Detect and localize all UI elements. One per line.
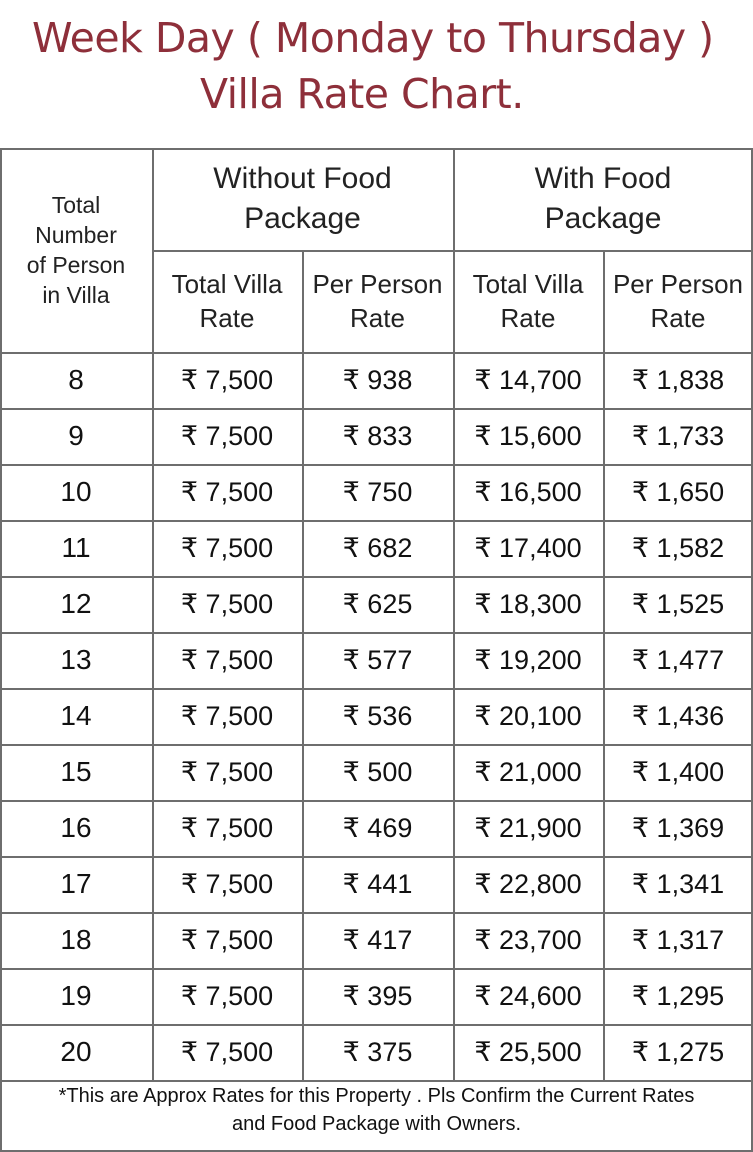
cell-with-food-total: ₹ 22,800: [474, 868, 582, 899]
cell-with-food-total: ₹ 23,700: [474, 924, 582, 955]
cell-without-food-per-person: ₹ 441: [342, 868, 413, 899]
cell-without-food-total: ₹ 7,500: [180, 1036, 274, 1067]
grid-line-horizontal: [0, 352, 753, 354]
header-persons-line: of Person: [26, 252, 126, 278]
cell-with-food-per-person: ₹ 1,295: [631, 980, 725, 1011]
grid-line-vertical: [302, 250, 304, 1080]
cell-with-food-per-person: ₹ 1,341: [631, 868, 725, 899]
header-with-food-line: Package: [544, 202, 662, 235]
cell-with-food-per-person: ₹ 1,582: [631, 532, 725, 563]
header-w-per-person-rate: [603, 250, 753, 352]
cell-with-food-per-person: ₹ 1,838: [631, 364, 725, 395]
header-with-food: [453, 148, 753, 250]
cell-without-food-per-person: ₹ 938: [342, 364, 413, 395]
cell-persons: 14: [60, 700, 92, 731]
grid-line-horizontal: [0, 688, 753, 690]
cell-with-food-per-person: ₹ 1,400: [631, 756, 725, 787]
cell-with-food-per-person: ₹ 1,369: [631, 812, 725, 843]
cell-without-food-per-person: ₹ 577: [342, 644, 413, 675]
cell-persons: 18: [60, 924, 92, 955]
cell-without-food-total: ₹ 7,500: [180, 588, 274, 619]
cell-with-food-total: ₹ 20,100: [474, 700, 582, 731]
cell-with-food-total: ₹ 18,300: [474, 588, 582, 619]
title-line-1: Week Day ( Monday to Thursday ): [32, 14, 714, 62]
header-line: Rate: [650, 303, 706, 333]
cell-persons: 12: [60, 588, 92, 619]
grid-line-vertical: [751, 148, 753, 1152]
cell-without-food-per-person: ₹ 833: [342, 420, 413, 451]
cell-with-food-per-person: ₹ 1,275: [631, 1036, 725, 1067]
header-persons-line: Total: [51, 192, 101, 218]
cell-with-food-per-person: ₹ 1,317: [631, 924, 725, 955]
cell-with-food-per-person: ₹ 1,525: [631, 588, 725, 619]
cell-without-food-total: ₹ 7,500: [180, 532, 274, 563]
cell-persons: 15: [60, 756, 92, 787]
header-line: Rate: [199, 303, 255, 333]
cell-without-food-per-person: ₹ 682: [342, 532, 413, 563]
cell-without-food-total: ₹ 7,500: [180, 812, 274, 843]
cell-without-food-per-person: ₹ 536: [342, 700, 413, 731]
cell-persons: 20: [60, 1036, 92, 1067]
cell-with-food-per-person: ₹ 1,477: [631, 644, 725, 675]
header-w-total-villa-rate: [453, 250, 603, 352]
cell-without-food-per-person: ₹ 625: [342, 588, 413, 619]
header-persons-line: in Villa: [42, 282, 110, 308]
header-line: Per Person: [312, 269, 443, 299]
page-title: [0, 0, 753, 148]
cell-without-food-per-person: ₹ 750: [342, 476, 413, 507]
header-line: Total Villa: [171, 269, 283, 299]
cell-with-food-total: ₹ 19,200: [474, 644, 582, 675]
grid-line-horizontal: [0, 408, 753, 410]
grid-line-vertical: [603, 250, 605, 1080]
cell-with-food-total: ₹ 14,700: [474, 364, 582, 395]
header-without-food-line: Without Food: [213, 162, 392, 195]
cell-persons: 10: [60, 476, 92, 507]
cell-persons: 11: [61, 532, 91, 563]
grid-line-horizontal: [0, 576, 753, 578]
footer-line-2: and Food Package with Owners.: [231, 1113, 522, 1135]
cell-with-food-total: ₹ 15,600: [474, 420, 582, 451]
cell-without-food-per-person: ₹ 395: [342, 980, 413, 1011]
cell-without-food-total: ₹ 7,500: [180, 868, 274, 899]
cell-with-food-per-person: ₹ 1,733: [631, 420, 725, 451]
grid-line-horizontal: [0, 856, 753, 858]
cell-without-food-per-person: ₹ 375: [342, 1036, 413, 1067]
rate-table: [0, 148, 753, 1152]
cell-with-food-total: ₹ 25,500: [474, 1036, 582, 1067]
cell-without-food-per-person: ₹ 469: [342, 812, 413, 843]
cell-without-food-total: ₹ 7,500: [180, 364, 274, 395]
cell-persons: 13: [60, 644, 92, 675]
header-without-food-line: Package: [244, 202, 361, 235]
header-line: Rate: [500, 303, 556, 333]
grid-line-horizontal: [0, 148, 753, 150]
grid-line-horizontal: [0, 464, 753, 466]
header-line: Total Villa: [472, 269, 584, 299]
cell-without-food-total: ₹ 7,500: [180, 980, 274, 1011]
cell-without-food-total: ₹ 7,500: [180, 420, 274, 451]
grid-line-horizontal: [0, 520, 753, 522]
cell-with-food-total: ₹ 24,600: [474, 980, 582, 1011]
cell-without-food-total: ₹ 7,500: [180, 700, 274, 731]
cell-persons: 8: [68, 364, 84, 395]
header-wo-total-villa-rate: [152, 250, 302, 352]
cell-persons: 17: [60, 868, 92, 899]
cell-without-food-per-person: ₹ 417: [342, 924, 413, 955]
header-persons: [0, 148, 152, 352]
header-with-food-line: With Food: [534, 162, 672, 195]
cell-with-food-total: ₹ 17,400: [474, 532, 582, 563]
cell-without-food-total: ₹ 7,500: [180, 924, 274, 955]
header-wo-per-person-rate: [302, 250, 453, 352]
grid-line-horizontal: [0, 968, 753, 970]
cell-without-food-total: ₹ 7,500: [180, 476, 274, 507]
grid-line-vertical: [0, 148, 2, 1152]
header-without-food: [152, 148, 453, 250]
cell-persons: 9: [68, 420, 84, 451]
header-line: Per Person: [612, 269, 744, 299]
footer-note: [0, 1082, 753, 1150]
header-line: Rate: [350, 303, 405, 333]
grid-line-vertical: [152, 148, 154, 1080]
cell-with-food-total: ₹ 21,900: [474, 812, 582, 843]
grid-line-horizontal: [0, 1150, 753, 1152]
grid-line-vertical: [453, 148, 455, 1080]
grid-line-horizontal: [0, 1024, 753, 1026]
cell-with-food-per-person: ₹ 1,650: [631, 476, 725, 507]
cell-with-food-total: ₹ 16,500: [474, 476, 582, 507]
cell-without-food-total: ₹ 7,500: [180, 756, 274, 787]
cell-without-food-per-person: ₹ 500: [342, 756, 413, 787]
footer-line-1: *This are Approx Rates for this Property . Pls Confirm the Current Rates: [58, 1085, 695, 1107]
title-line-2: Villa Rate Chart.: [200, 70, 524, 118]
cell-persons: 19: [60, 980, 92, 1011]
grid-line-horizontal: [0, 912, 753, 914]
grid-line-horizontal: [0, 632, 753, 634]
grid-line-horizontal: [0, 800, 753, 802]
header-persons-line: Number: [35, 222, 117, 248]
cell-persons: 16: [60, 812, 92, 843]
cell-with-food-total: ₹ 21,000: [474, 756, 582, 787]
cell-with-food-per-person: ₹ 1,436: [631, 700, 725, 731]
grid-line-horizontal: [0, 744, 753, 746]
cell-without-food-total: ₹ 7,500: [180, 644, 274, 675]
